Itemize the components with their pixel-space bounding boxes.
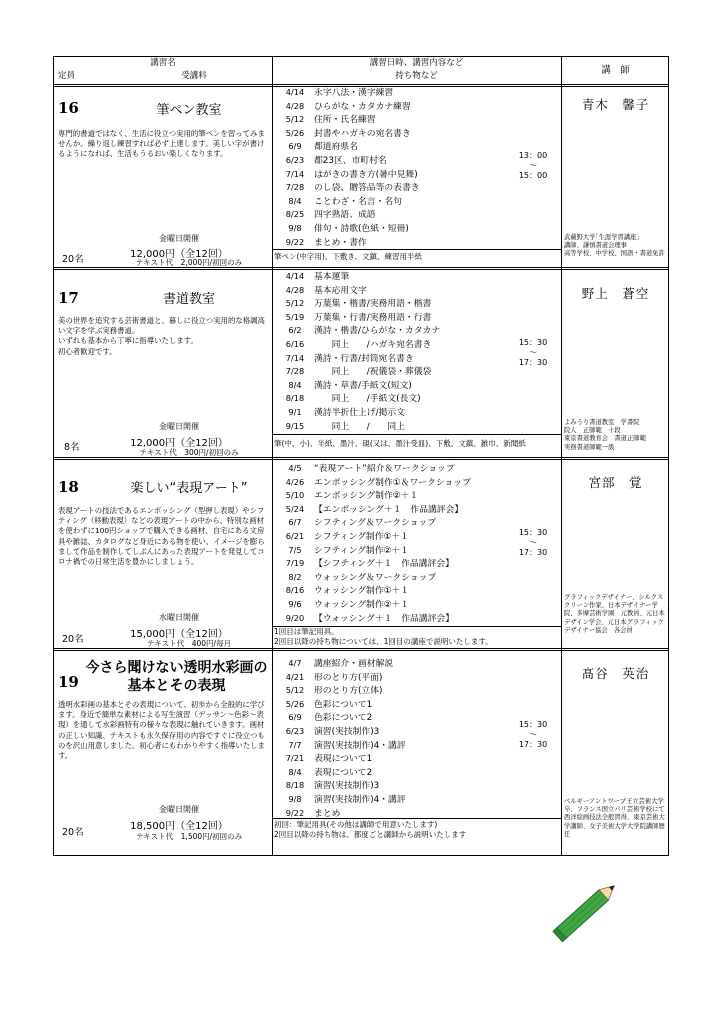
schedule-date: 9/8 [288, 793, 302, 804]
schedule-content: 色彩について2 [314, 713, 373, 724]
course-table [53, 56, 669, 856]
schedule-row [276, 181, 420, 195]
schedule-content: 講座紹介・画材解説 [314, 659, 394, 669]
schedule-content: 漢詩・行書/封筒宛名書き [314, 353, 414, 364]
schedule-date: 8/4 [288, 195, 302, 206]
header-capacity: 定員 [58, 71, 76, 81]
schedule-row [276, 684, 406, 698]
course-belongings: 初回：筆記用具(その他は講師で用意いたします) 2回目以降の持ち物は、都度ごと講師から説明いたします [274, 820, 467, 839]
schedule-row [276, 379, 440, 393]
course-description: 専門的書道ではなく、生活に役立つ実用的筆ペンを習ってみませんか。繰り返し練習すれば必ず上達します。美しい字が書けるようになれば、生活もうるおい楽しくなります。 [58, 129, 265, 159]
course-title: 楽しい“表現アート” [130, 481, 248, 496]
schedule-date: 8/18 [285, 393, 305, 404]
schedule-row [276, 698, 406, 712]
column-divider [561, 57, 562, 855]
schedule-row [276, 516, 471, 530]
schedule-content: 漢詩・草書/手紙文(短文) [314, 380, 412, 391]
course-text-fee: テキスト代 300円/初回のみ [139, 448, 239, 457]
schedule-content: 色彩について1 [314, 699, 373, 710]
course-text-fee: テキスト代 2,000円/初回のみ [135, 258, 243, 267]
schedule-date: 6/9 [288, 141, 302, 152]
schedule-content: 【シフティング＋１ 作品講評会】 [314, 559, 454, 570]
schedule-date: 5/10 [285, 490, 305, 501]
instructor-name: 宮部 覚 [588, 475, 643, 490]
schedule-date: 5/12 [285, 298, 305, 309]
schedule-date: 7/7 [288, 739, 302, 750]
course-belongings: 1回目は筆記用具。 2回目以降の持ち物については、1回目の講座で説明いたします。 [274, 627, 493, 646]
schedule-row [276, 766, 406, 780]
instructor-profile: グラフィックデザイナー、シルクスクリーン作家、日本デザイナー学院、多摩芸術学園 元教員、元日本デザイン学会、元日本グラフィックデザイナー協会 各会員 [564, 594, 665, 634]
schedule-row [276, 284, 440, 298]
course-fee: 12,000円（全12回） [130, 438, 228, 449]
course-fee: 15,000円（全12回） [130, 629, 228, 640]
schedule-content: 万葉集・行書/実務用語・行書 [314, 312, 432, 323]
schedule-row [276, 420, 440, 434]
schedule-row [276, 222, 420, 236]
schedule-row [276, 113, 420, 127]
course-day: 水曜日開催 [159, 613, 199, 622]
course-time: 15：30 ～ 17：30 [518, 720, 548, 749]
schedule-content: 漢詩・楷書/ひらがな・カタカナ [314, 326, 441, 337]
course-capacity: 20名 [62, 634, 84, 645]
schedule-row [276, 779, 406, 793]
schedule-content: エンボッシング制作②＋１ [314, 491, 419, 502]
schedule-date: 6/23 [285, 154, 305, 165]
instructor-profile: よみうり書道教室 学書院 院人 正師範 十段 東京書道教育会 書道正師範 実務書道師範一級 [564, 419, 646, 451]
schedule-content: ひらがな・カタカナ練習 [314, 101, 411, 112]
schedule-row [276, 208, 420, 222]
schedule-content: 同上 /手紙文(長文) [314, 394, 421, 405]
pencil-icon [545, 872, 627, 950]
schedule-row [276, 86, 420, 100]
schedule-date: 6/16 [285, 338, 305, 349]
schedule-date: 4/21 [285, 671, 305, 682]
schedule-row [276, 584, 471, 598]
schedule-content: 形のとり方(平面) [314, 672, 383, 683]
schedule-row [276, 297, 440, 311]
schedule-row [276, 352, 440, 366]
schedule-date: 9/1 [288, 406, 302, 417]
schedule-content: 基本応用文字 [314, 285, 367, 296]
schedule-content: 住所・氏名練習 [314, 115, 376, 126]
course-schedule [276, 270, 440, 433]
schedule-content: 表現について2 [314, 767, 373, 778]
schedule-row [276, 406, 440, 420]
schedule-content: シフティング＆ワークショップ [314, 518, 437, 529]
schedule-date: 4/26 [285, 476, 305, 487]
header-schedule: 講習日時、講習内容など [369, 58, 464, 68]
course-time: 13：00 ～ 15：00 [518, 151, 548, 180]
course-number: 18 [58, 478, 79, 496]
schedule-date: 4/28 [285, 284, 305, 295]
course-number: 19 [58, 673, 79, 691]
schedule-row [276, 270, 440, 284]
schedule-row [276, 503, 471, 517]
schedule-content: ウォッシング＆ワークショップ [314, 572, 437, 583]
course-description: 透明水彩画の基本とその表現について、初歩から全般的に学びます。身近で簡単な素材による写生演習（デッサン～色彩～表現）を通して水彩画特有の様々な表現に触れていきます。画材の正しい知識、テキストも永久保存用の内容ですぐに役立つものを沢山用意しました。初心者にもわかりやすく指導いたします。 [58, 700, 265, 761]
instructor-profile: 武蔵野大学｢生涯学習講座｣ 講師、謙慎書道会理事 高等学校、中学校、国語・書道免許 [564, 234, 665, 258]
course-capacity: 20名 [62, 827, 84, 838]
schedule-row [276, 793, 406, 807]
schedule-date: 9/6 [288, 598, 302, 609]
instructor-name: 野上 蒼空 [581, 286, 650, 301]
schedule-content: はがきの書き方(暑中見舞) [314, 169, 418, 180]
schedule-content: 演習(実技制作)4・講評 [314, 794, 406, 805]
schedule-row [276, 324, 440, 338]
schedule-content: のし袋、贈答品等の表書き [314, 183, 420, 194]
course-fee: 12,000円（全12回） [130, 249, 228, 260]
schedule-row [276, 100, 420, 114]
schedule-date: 5/24 [285, 503, 305, 514]
course-schedule [276, 86, 420, 249]
schedule-date: 9/22 [285, 236, 305, 247]
course-belongings: 筆ペン(中字用)、下敷き、文鎮、練習用半紙 [274, 252, 423, 261]
schedule-date: 7/19 [285, 558, 305, 569]
schedule-date: 6/2 [288, 325, 302, 336]
schedule-content: シフティング制作①＋１ [314, 531, 409, 542]
course-title: 書道教室 [162, 292, 215, 307]
schedule-date: 7/5 [288, 544, 302, 555]
schedule-date: 4/14 [285, 87, 305, 97]
instructor-name: 髙谷 英治 [581, 666, 650, 681]
schedule-content: 四字熟語、成語 [314, 210, 376, 221]
schedule-content: 万葉集・楷書/実務用語・楷書 [314, 299, 432, 310]
schedule-content: まとめ [314, 808, 341, 819]
schedule-row [276, 612, 471, 626]
schedule-row [276, 127, 420, 141]
schedule-content: 【エンボッシング＋１ 作品講評会】 [314, 504, 464, 515]
header-instructor: 講 師 [601, 65, 630, 76]
course-schedule [276, 462, 471, 625]
schedule-row [276, 598, 471, 612]
schedule-content: 漢詩半折仕上げ/掲示文 [314, 407, 405, 418]
course-day: 金曜日開催 [159, 422, 199, 431]
course-number: 16 [58, 99, 79, 117]
course-description: 美の世界を追究する芸術書道と、暮しに役立つ実用的な格調高い文字を学ぶ実務書道。 いずれも基本から丁寧に指導いたします。 初心者歓迎です。 [58, 316, 265, 356]
schedule-date: 7/14 [285, 168, 305, 179]
schedule-content: シフティング制作②＋１ [314, 545, 409, 556]
schedule-date: 5/26 [285, 127, 305, 138]
schedule-row [276, 571, 471, 585]
schedule-row [276, 476, 471, 490]
schedule-content: 同上 / 同上 [314, 421, 405, 432]
schedule-date: 4/28 [285, 100, 305, 111]
course-time: 15：30 ～ 17：30 [518, 528, 548, 557]
schedule-content: 同上 /祝儀袋・葬儀袋 [314, 367, 432, 378]
schedule-date: 8/2 [288, 571, 302, 582]
schedule-date: 8/16 [285, 585, 305, 596]
course-belongings: 筆(中、小)、半紙、墨汁、硯(又は、墨汁受皿)、下敷、文鎮、雑巾、新聞紙 [274, 439, 526, 448]
header-fee: 受講料 [181, 71, 207, 81]
schedule-date: 6/7 [288, 517, 302, 528]
schedule-row [276, 140, 420, 154]
course-text-fee: テキスト代 1,500円/初回のみ [135, 832, 243, 841]
schedule-date: 8/18 [285, 780, 305, 791]
schedule-date: 6/9 [288, 712, 302, 723]
schedule-content: 演習(実技制作)3 [314, 781, 380, 792]
schedule-row [276, 557, 471, 571]
schedule-row [276, 752, 406, 766]
schedule-row [276, 195, 420, 209]
course-title: 筆ペン教室 [156, 103, 222, 118]
schedule-row [276, 544, 471, 558]
schedule-row [276, 338, 440, 352]
schedule-date: 5/12 [285, 114, 305, 125]
schedule-row [276, 711, 406, 725]
schedule-row [276, 725, 406, 739]
course-time: 15：30 ～ 17：30 [518, 338, 548, 367]
schedule-content: 表現について1 [314, 754, 373, 765]
schedule-content: 基本運筆 [314, 272, 350, 282]
schedule-row [276, 236, 420, 250]
schedule-date: 9/20 [285, 612, 305, 623]
schedule-date: 9/15 [285, 420, 305, 431]
schedule-date: 7/21 [285, 753, 305, 764]
header-course-name: 講習名 [150, 58, 176, 68]
schedule-content: 演習(実技制作)4・講評 [314, 740, 406, 751]
schedule-row [276, 392, 440, 406]
schedule-date: 7/14 [285, 352, 305, 363]
schedule-content: “表現アート”紹介＆ワークショップ [314, 464, 455, 474]
schedule-row [276, 489, 471, 503]
schedule-date: 9/8 [288, 222, 302, 233]
course-fee: 18,500円（全12回） [130, 821, 228, 832]
schedule-row [276, 168, 420, 182]
course-day: 金曜日開催 [159, 234, 199, 243]
schedule-content: 形のとり方(立体) [314, 686, 383, 697]
schedule-content: 同上 /ハガキ宛名書き [314, 339, 432, 350]
schedule-row [276, 154, 420, 168]
course-description: 表現アートの技法であるエンボッシング（型押し表現）やシフティング（移動表現）などの表現アートの中から、特別な画材を使わずに100円ショップで購入できる画材、自宅にある文房具や雑誌、カタログなど身近にある物を使い、イメージを膨らまして作品を制作してしぶんにあった表現アートを発見してコロナ禍での日常生活を豊かにしましょう。 [58, 506, 265, 567]
schedule-date: 5/19 [285, 311, 305, 322]
course-capacity: 8名 [64, 442, 80, 453]
schedule-content: エンボッシング制作①＆ワークショップ [314, 477, 471, 488]
schedule-date: 7/28 [285, 366, 305, 377]
schedule-date: 4/7 [288, 658, 302, 668]
course-number: 17 [58, 289, 79, 307]
instructor-name: 青木 馨子 [581, 97, 650, 112]
course-day: 金曜日開催 [159, 805, 199, 814]
schedule-date: 8/4 [288, 766, 302, 777]
schedule-date: 8/25 [285, 209, 305, 220]
schedule-date: 5/12 [285, 685, 305, 696]
schedule-row [276, 739, 406, 753]
instructor-profile: ベルギーアントワープ王立芸術大学卒、フランス国立パリ芸術学校にて西洋絵画技法全般習得、東京芸術大学講師、女子美術大学大学院講師歴任 [564, 798, 665, 838]
course-capacity: 20名 [62, 254, 84, 265]
schedule-content: 永字八法・漢字練習 [314, 88, 394, 98]
schedule-row [276, 311, 440, 325]
schedule-content: 演習(実技制作)3 [314, 726, 380, 737]
course-title: 今さら聞けない透明水彩画の 基本とその表現 [85, 660, 268, 694]
schedule-row [276, 530, 471, 544]
course-text-fee: テキスト代 400円/毎月 [146, 639, 232, 648]
schedule-content: 封書やハガキの宛名書き [314, 128, 411, 139]
schedule-row [276, 365, 440, 379]
schedule-date: 4/5 [288, 463, 302, 473]
schedule-content: ことわざ・名言・名句 [314, 196, 402, 207]
schedule-date: 9/22 [285, 807, 305, 818]
schedule-date: 6/23 [285, 725, 305, 736]
schedule-date: 8/4 [288, 379, 302, 390]
schedule-content: 都23区、市町村名 [314, 155, 387, 166]
schedule-content: ウォッシング制作②＋１ [314, 599, 410, 610]
schedule-date: 7/28 [285, 182, 305, 193]
schedule-date: 5/26 [285, 698, 305, 709]
schedule-content: ウォッシング制作①＋１ [314, 586, 410, 597]
schedule-content: まとめ・書作 [314, 237, 367, 248]
schedule-date: 6/21 [285, 530, 305, 541]
schedule-row [276, 657, 406, 671]
schedule-content: 都道府県名 [314, 142, 358, 153]
schedule-content: 【ウォッシング＋１ 作品講評会】 [314, 613, 455, 624]
schedule-row [276, 671, 406, 685]
schedule-date: 4/14 [285, 271, 305, 281]
column-divider [272, 57, 273, 855]
course-schedule [276, 657, 406, 820]
schedule-row [276, 462, 471, 476]
header-belongings: 持ち物など [395, 71, 438, 81]
schedule-content: 俳句・詩歌(色紙・短冊) [314, 223, 409, 234]
